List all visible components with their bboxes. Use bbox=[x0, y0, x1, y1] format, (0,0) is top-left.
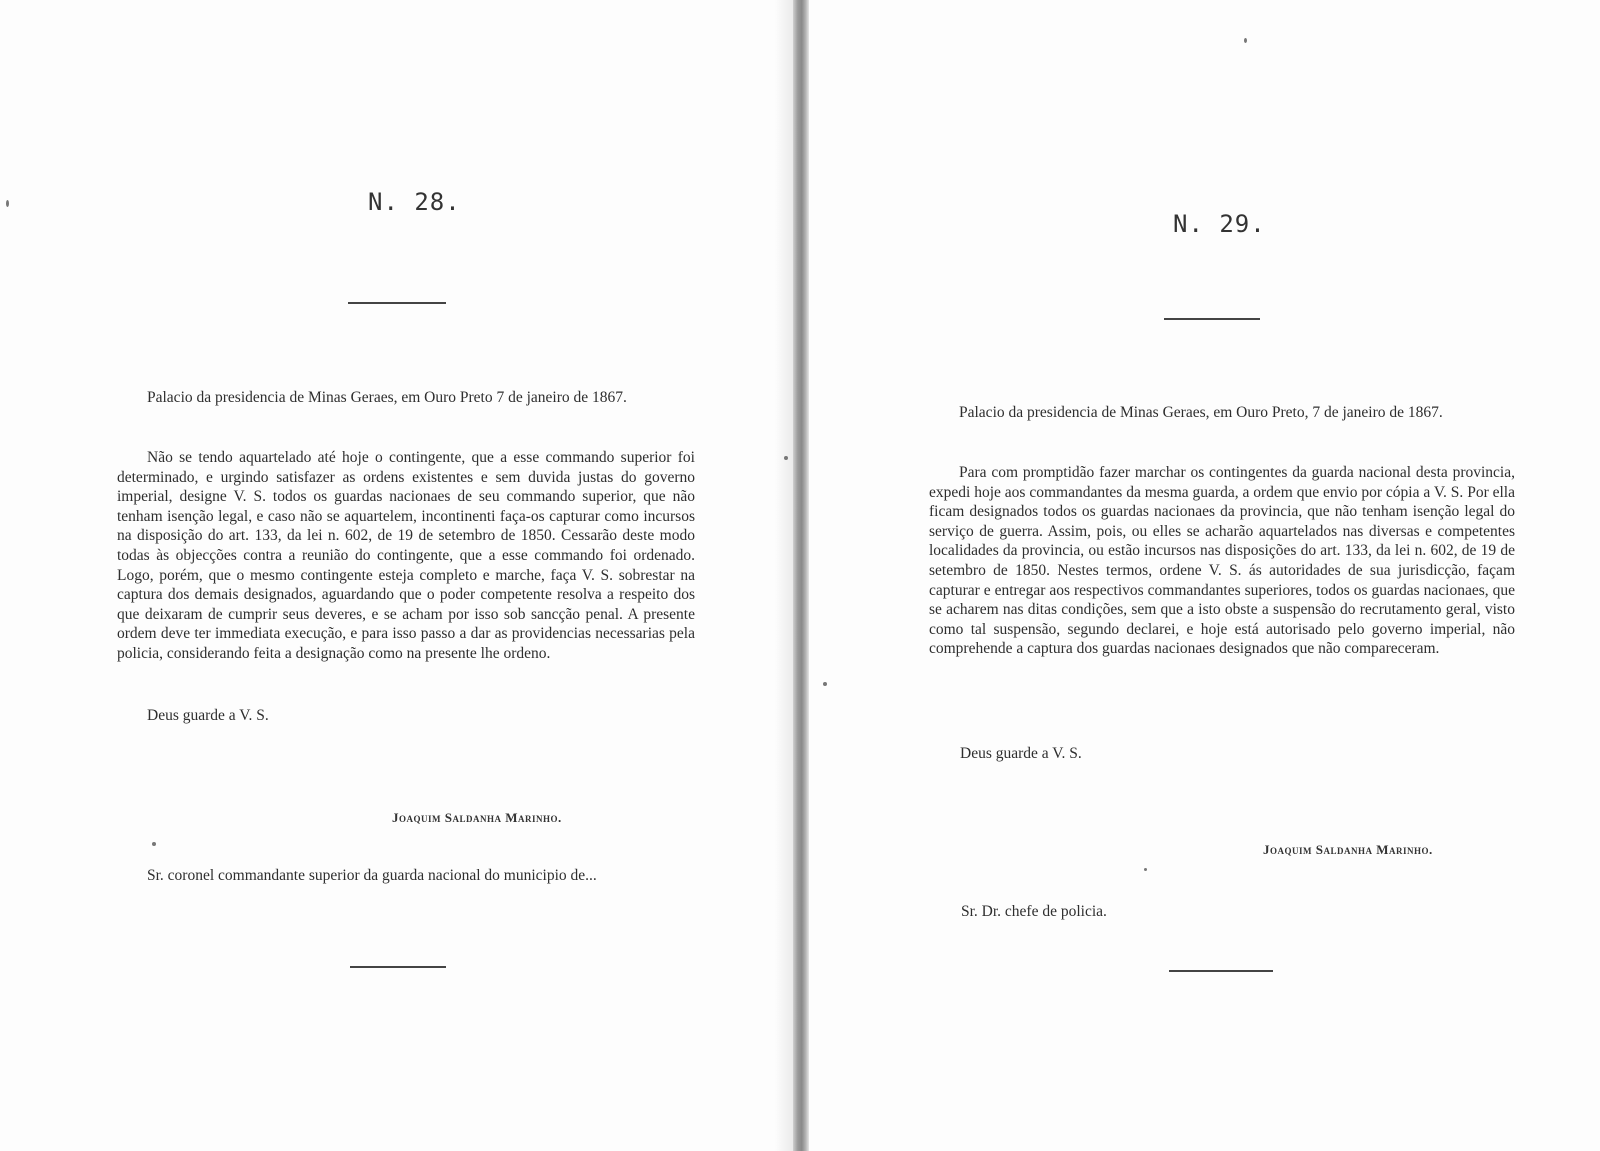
divider-rule bbox=[350, 966, 446, 968]
dateline: Palacio da presidencia de Minas Geraes, em Ouro Preto, 7 de janeiro de 1867. bbox=[959, 404, 1443, 421]
divider-rule bbox=[1169, 970, 1273, 972]
scan-speck bbox=[1244, 38, 1247, 43]
addressee: Sr. Dr. chefe de policia. bbox=[961, 903, 1107, 920]
left-page bbox=[0, 0, 793, 1151]
scan-speck bbox=[784, 456, 788, 460]
signature: Joaquim Saldanha Marinho. bbox=[1263, 842, 1433, 857]
document-number: N. 29. bbox=[1173, 210, 1266, 238]
book-gutter bbox=[793, 0, 809, 1151]
closing-salutation: Deus guarde a V. S. bbox=[960, 745, 1082, 762]
scan-speck bbox=[152, 842, 156, 846]
document-number: N. 28. bbox=[368, 188, 461, 216]
closing-salutation: Deus guarde a V. S. bbox=[147, 707, 269, 724]
divider-rule bbox=[348, 302, 446, 304]
scan-speck bbox=[1144, 868, 1147, 871]
letter-body: Para com promptidão fazer marchar os contingentes da guarda nacional desta provincia, expedi hoje aos commandantes da mesma guarda, a ordem que envio por cópia a V. S. Por ella ficam designados todos os guardas nacionaes da provincia, que não tenham isenção legal do serviço de guerra. Assim, pois, ou elles se acharão aquartelados nas diversas e competentes localidades da provincia, ou estão incursos nas disposições do art. 133, da lei n. 602, de 19 de setembro de 1850. Nestes termos, ordene V. S. ás autoridades de sua jurisdicção, façam capturar e entregar aos respectivos commandantes superiores, todos os guardas nacionaes, que se acharem nas ditas condições, sem que a isto obste a suspensão do recrutamento geral, visto como tal suspensão, segundo declarei, e hoje está autorisado pelo governo imperial, não comprehende a captura dos guardas nacionaes designados que não compareceram. bbox=[929, 464, 1515, 658]
letter-body: Não se tendo aquartelado até hoje o contingente, que a esse commando superior foi determinado, e urgindo satisfazer as ordens existentes e sem duvida justas do governo imperial, designe V. S. todos os guardas nacionaes de seu commando superior, que não tenham isenção legal, e caso não se aquartelem, incontinenti faça-os capturar como incursos na disposição do art. 133, da lei n. 602, de 19 de setembro de 1850. Cessarão deste modo todas às objecções contra a reunião do contingente, que a esse commando foi ordenado. Logo, porém, que o mesmo contingente esteja completo e marche, faça V. S. sobrestar na captura dos demais designados, aguardando que o poder competente resolva a respeito dos que deixaram de cumprir seus deveres, e se acham por isso sob sancção penal. A presente ordem deve ter immediata execução, e para isso passo a dar as providencias necessarias pela policia, considerando feita a designação como na presente lhe ordeno. bbox=[117, 449, 695, 662]
divider-rule bbox=[1164, 318, 1260, 320]
signature: Joaquim Saldanha Marinho. bbox=[392, 810, 562, 825]
dateline: Palacio da presidencia de Minas Geraes, em Ouro Preto 7 de janeiro de 1867. bbox=[147, 389, 627, 406]
scan-speck bbox=[6, 200, 9, 207]
addressee: Sr. coronel commandante superior da guarda nacional do municipio de... bbox=[147, 867, 597, 884]
right-page bbox=[809, 0, 1600, 1151]
scan-speck bbox=[823, 682, 827, 686]
gutter-shadow bbox=[775, 0, 793, 1151]
